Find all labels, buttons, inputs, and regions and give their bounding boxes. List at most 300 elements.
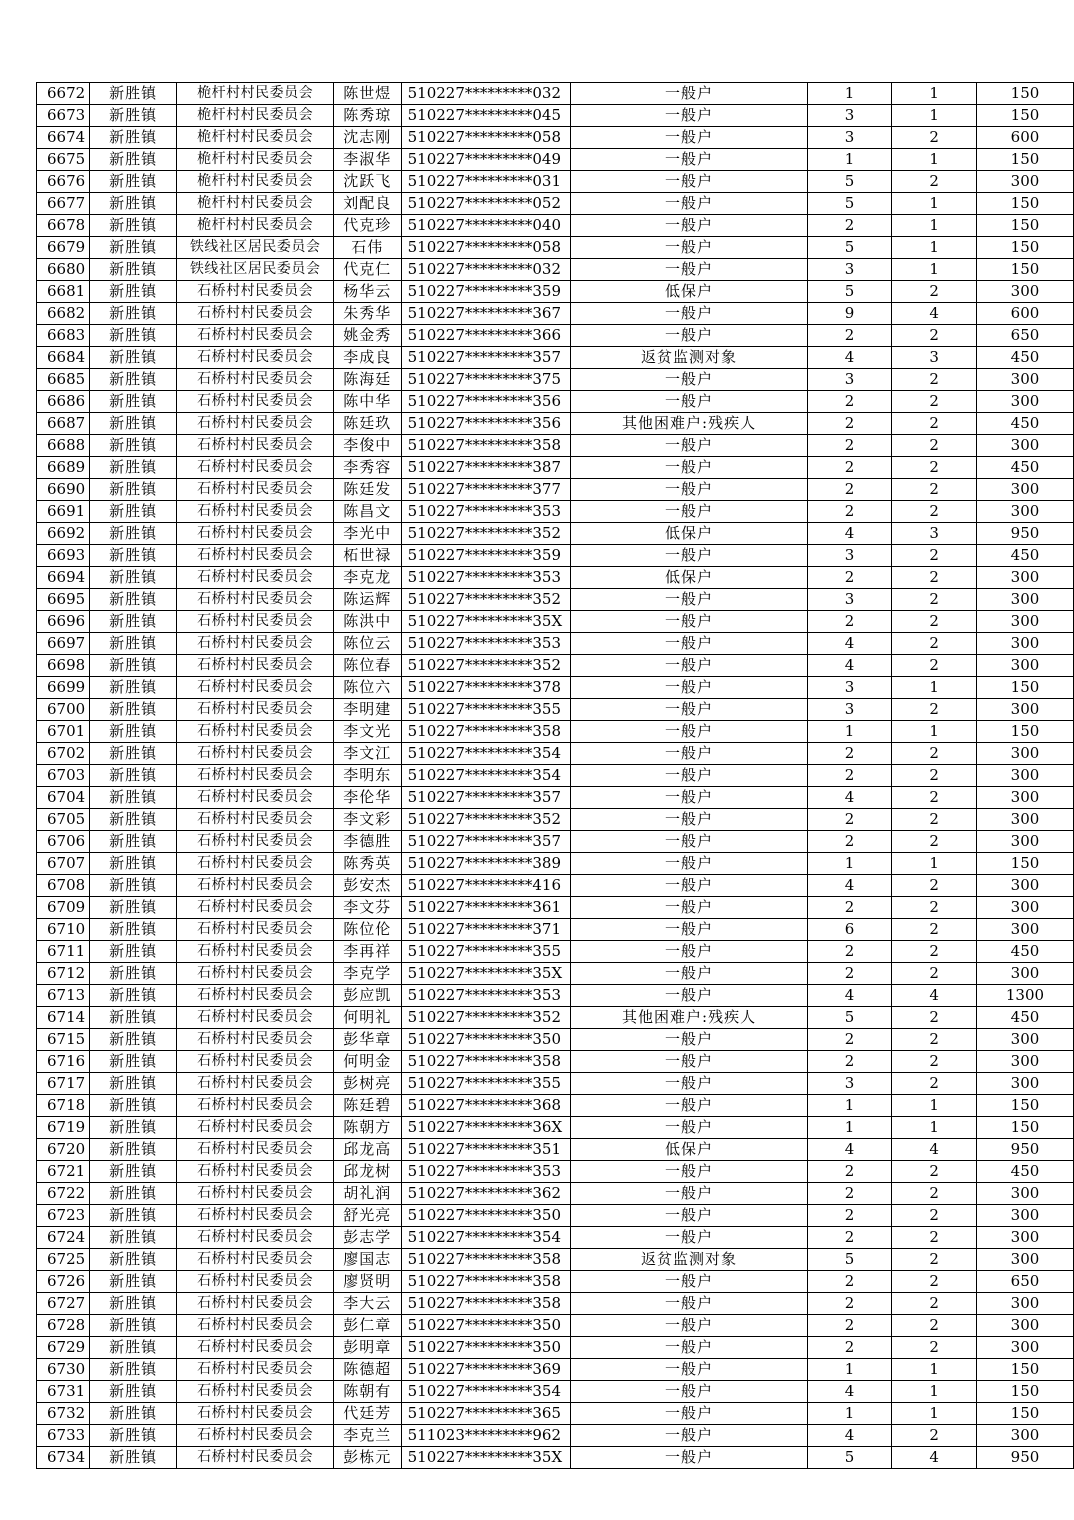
household-size-cell: 5 bbox=[807, 1249, 892, 1271]
household-type-cell: 低保户 bbox=[571, 281, 807, 303]
id-number-cell: 510227*********358 bbox=[401, 1249, 571, 1271]
amount-cell: 300 bbox=[976, 369, 1073, 391]
household-type-cell: 一般户 bbox=[571, 391, 807, 413]
insured-count-cell: 1 bbox=[892, 853, 977, 875]
village-cell: 石桥村村民委员会 bbox=[177, 809, 334, 831]
amount-cell: 300 bbox=[976, 1249, 1073, 1271]
name-cell: 彭树亮 bbox=[333, 1073, 401, 1095]
household-type-cell: 一般户 bbox=[571, 1227, 807, 1249]
household-size-cell: 3 bbox=[807, 259, 892, 281]
name-cell: 代廷芳 bbox=[333, 1403, 401, 1425]
name-cell: 李文江 bbox=[333, 743, 401, 765]
id-number-cell: 510227*********353 bbox=[401, 567, 571, 589]
name-cell: 李明建 bbox=[333, 699, 401, 721]
amount-cell: 300 bbox=[976, 501, 1073, 523]
name-cell: 李俊中 bbox=[333, 435, 401, 457]
village-cell: 石桥村村民委员会 bbox=[177, 1447, 334, 1469]
town-cell: 新胜镇 bbox=[89, 479, 176, 501]
name-cell: 李德胜 bbox=[333, 831, 401, 853]
insured-count-cell: 1 bbox=[892, 259, 977, 281]
household-type-cell: 一般户 bbox=[571, 941, 807, 963]
amount-cell: 300 bbox=[976, 1205, 1073, 1227]
household-type-cell: 一般户 bbox=[571, 1161, 807, 1183]
amount-cell: 150 bbox=[976, 1403, 1073, 1425]
household-type-cell: 一般户 bbox=[571, 831, 807, 853]
household-size-cell: 3 bbox=[807, 1073, 892, 1095]
town-cell: 新胜镇 bbox=[89, 677, 176, 699]
id-number-cell: 510227*********354 bbox=[401, 1227, 571, 1249]
village-cell: 石桥村村民委员会 bbox=[177, 303, 334, 325]
household-type-cell: 一般户 bbox=[571, 1183, 807, 1205]
village-cell: 石桥村村民委员会 bbox=[177, 897, 334, 919]
household-size-cell: 2 bbox=[807, 1293, 892, 1315]
name-cell: 陈秀琼 bbox=[333, 105, 401, 127]
name-cell: 彭栋元 bbox=[333, 1447, 401, 1469]
amount-cell: 450 bbox=[976, 545, 1073, 567]
row-number: 6678 bbox=[37, 215, 90, 237]
insured-count-cell: 1 bbox=[892, 105, 977, 127]
id-number-cell: 510227*********367 bbox=[401, 303, 571, 325]
table-row bbox=[37, 1381, 1074, 1403]
table-row bbox=[37, 1425, 1074, 1447]
household-type-cell: 其他困难户:残疾人 bbox=[571, 1007, 807, 1029]
amount-cell: 1300 bbox=[976, 985, 1073, 1007]
amount-cell: 300 bbox=[976, 699, 1073, 721]
amount-cell: 150 bbox=[976, 721, 1073, 743]
household-size-cell: 2 bbox=[807, 413, 892, 435]
insured-count-cell: 2 bbox=[892, 633, 977, 655]
id-number-cell: 510227*********358 bbox=[401, 721, 571, 743]
household-size-cell: 4 bbox=[807, 523, 892, 545]
village-cell: 石桥村村民委员会 bbox=[177, 633, 334, 655]
id-number-cell: 510227*********358 bbox=[401, 435, 571, 457]
table-row bbox=[37, 479, 1074, 501]
row-number: 6684 bbox=[37, 347, 90, 369]
name-cell: 李再祥 bbox=[333, 941, 401, 963]
name-cell: 杨华云 bbox=[333, 281, 401, 303]
town-cell: 新胜镇 bbox=[89, 853, 176, 875]
id-number-cell: 510227*********371 bbox=[401, 919, 571, 941]
household-type-cell: 一般户 bbox=[571, 853, 807, 875]
table-row bbox=[37, 831, 1074, 853]
village-cell: 石桥村村民委员会 bbox=[177, 391, 334, 413]
household-size-cell: 4 bbox=[807, 1381, 892, 1403]
insured-count-cell: 2 bbox=[892, 1051, 977, 1073]
name-cell: 陈洪中 bbox=[333, 611, 401, 633]
amount-cell: 450 bbox=[976, 413, 1073, 435]
town-cell: 新胜镇 bbox=[89, 369, 176, 391]
amount-cell: 300 bbox=[976, 1425, 1073, 1447]
table-row bbox=[37, 193, 1074, 215]
village-cell: 桅杆村村民委员会 bbox=[177, 149, 334, 171]
table-row bbox=[37, 567, 1074, 589]
table-row bbox=[37, 1183, 1074, 1205]
household-size-cell: 2 bbox=[807, 1337, 892, 1359]
insured-count-cell: 2 bbox=[892, 127, 977, 149]
name-cell: 陈廷玖 bbox=[333, 413, 401, 435]
id-number-cell: 510227*********356 bbox=[401, 413, 571, 435]
village-cell: 桅杆村村民委员会 bbox=[177, 171, 334, 193]
table-row bbox=[37, 743, 1074, 765]
amount-cell: 950 bbox=[976, 1139, 1073, 1161]
id-number-cell: 510227*********049 bbox=[401, 149, 571, 171]
household-size-cell: 2 bbox=[807, 501, 892, 523]
name-cell: 代克仁 bbox=[333, 259, 401, 281]
village-cell: 石桥村村民委员会 bbox=[177, 523, 334, 545]
village-cell: 石桥村村民委员会 bbox=[177, 325, 334, 347]
id-number-cell: 510227*********365 bbox=[401, 1403, 571, 1425]
table-row bbox=[37, 985, 1074, 1007]
village-cell: 石桥村村民委员会 bbox=[177, 545, 334, 567]
household-size-cell: 4 bbox=[807, 633, 892, 655]
amount-cell: 300 bbox=[976, 567, 1073, 589]
household-type-cell: 一般户 bbox=[571, 765, 807, 787]
household-size-cell: 5 bbox=[807, 171, 892, 193]
insured-count-cell: 1 bbox=[892, 1095, 977, 1117]
name-cell: 陈朝有 bbox=[333, 1381, 401, 1403]
insured-count-cell: 1 bbox=[892, 237, 977, 259]
table-row bbox=[37, 523, 1074, 545]
amount-cell: 450 bbox=[976, 457, 1073, 479]
town-cell: 新胜镇 bbox=[89, 435, 176, 457]
town-cell: 新胜镇 bbox=[89, 391, 176, 413]
insured-count-cell: 1 bbox=[892, 721, 977, 743]
household-size-cell: 1 bbox=[807, 853, 892, 875]
row-number: 6703 bbox=[37, 765, 90, 787]
row-number: 6732 bbox=[37, 1403, 90, 1425]
insured-count-cell: 2 bbox=[892, 501, 977, 523]
id-number-cell: 510227*********416 bbox=[401, 875, 571, 897]
table-row bbox=[37, 1293, 1074, 1315]
village-cell: 桅杆村村民委员会 bbox=[177, 215, 334, 237]
household-type-cell: 一般户 bbox=[571, 1051, 807, 1073]
town-cell: 新胜镇 bbox=[89, 633, 176, 655]
row-number: 6719 bbox=[37, 1117, 90, 1139]
table-row bbox=[37, 589, 1074, 611]
town-cell: 新胜镇 bbox=[89, 1359, 176, 1381]
amount-cell: 300 bbox=[976, 633, 1073, 655]
insured-count-cell: 2 bbox=[892, 1183, 977, 1205]
table-row bbox=[37, 149, 1074, 171]
town-cell: 新胜镇 bbox=[89, 1205, 176, 1227]
table-row bbox=[37, 721, 1074, 743]
household-size-cell: 2 bbox=[807, 435, 892, 457]
town-cell: 新胜镇 bbox=[89, 1139, 176, 1161]
town-cell: 新胜镇 bbox=[89, 1051, 176, 1073]
household-type-cell: 一般户 bbox=[571, 1315, 807, 1337]
insured-count-cell: 2 bbox=[892, 1227, 977, 1249]
name-cell: 李秀容 bbox=[333, 457, 401, 479]
household-size-cell: 5 bbox=[807, 1447, 892, 1469]
household-type-cell: 一般户 bbox=[571, 1271, 807, 1293]
row-number: 6715 bbox=[37, 1029, 90, 1051]
village-cell: 石桥村村民委员会 bbox=[177, 721, 334, 743]
row-number: 6708 bbox=[37, 875, 90, 897]
amount-cell: 450 bbox=[976, 1007, 1073, 1029]
insured-count-cell: 2 bbox=[892, 1315, 977, 1337]
name-cell: 陈中华 bbox=[333, 391, 401, 413]
id-number-cell: 510227*********369 bbox=[401, 1359, 571, 1381]
insured-count-cell: 2 bbox=[892, 567, 977, 589]
household-size-cell: 5 bbox=[807, 193, 892, 215]
name-cell: 陈廷发 bbox=[333, 479, 401, 501]
household-type-cell: 一般户 bbox=[571, 237, 807, 259]
row-number: 6713 bbox=[37, 985, 90, 1007]
household-type-cell: 低保户 bbox=[571, 567, 807, 589]
village-cell: 铁线社区居民委员会 bbox=[177, 259, 334, 281]
household-type-cell: 一般户 bbox=[571, 83, 807, 105]
amount-cell: 150 bbox=[976, 237, 1073, 259]
id-number-cell: 510227*********350 bbox=[401, 1315, 571, 1337]
table-row bbox=[37, 1073, 1074, 1095]
household-type-cell: 一般户 bbox=[571, 809, 807, 831]
insured-count-cell: 2 bbox=[892, 809, 977, 831]
town-cell: 新胜镇 bbox=[89, 567, 176, 589]
id-number-cell: 510227*********350 bbox=[401, 1029, 571, 1051]
insured-count-cell: 1 bbox=[892, 1403, 977, 1425]
amount-cell: 150 bbox=[976, 105, 1073, 127]
id-number-cell: 510227*********052 bbox=[401, 193, 571, 215]
village-cell: 石桥村村民委员会 bbox=[177, 1337, 334, 1359]
amount-cell: 300 bbox=[976, 963, 1073, 985]
name-cell: 彭志学 bbox=[333, 1227, 401, 1249]
town-cell: 新胜镇 bbox=[89, 1161, 176, 1183]
town-cell: 新胜镇 bbox=[89, 589, 176, 611]
household-type-cell: 一般户 bbox=[571, 325, 807, 347]
village-cell: 石桥村村民委员会 bbox=[177, 875, 334, 897]
household-size-cell: 1 bbox=[807, 1359, 892, 1381]
amount-cell: 300 bbox=[976, 809, 1073, 831]
town-cell: 新胜镇 bbox=[89, 611, 176, 633]
id-number-cell: 510227*********350 bbox=[401, 1337, 571, 1359]
id-number-cell: 510227*********355 bbox=[401, 941, 571, 963]
table-row bbox=[37, 83, 1074, 105]
town-cell: 新胜镇 bbox=[89, 699, 176, 721]
amount-cell: 300 bbox=[976, 1337, 1073, 1359]
row-number: 6698 bbox=[37, 655, 90, 677]
row-number: 6707 bbox=[37, 853, 90, 875]
row-number: 6688 bbox=[37, 435, 90, 457]
table-row bbox=[37, 1337, 1074, 1359]
id-number-cell: 510227*********352 bbox=[401, 1007, 571, 1029]
id-number-cell: 510227*********362 bbox=[401, 1183, 571, 1205]
insured-count-cell: 2 bbox=[892, 1073, 977, 1095]
town-cell: 新胜镇 bbox=[89, 1227, 176, 1249]
village-cell: 石桥村村民委员会 bbox=[177, 589, 334, 611]
row-number: 6710 bbox=[37, 919, 90, 941]
household-size-cell: 1 bbox=[807, 1117, 892, 1139]
row-number: 6721 bbox=[37, 1161, 90, 1183]
amount-cell: 150 bbox=[976, 149, 1073, 171]
row-number: 6702 bbox=[37, 743, 90, 765]
row-number: 6676 bbox=[37, 171, 90, 193]
table-row bbox=[37, 941, 1074, 963]
insured-count-cell: 4 bbox=[892, 303, 977, 325]
amount-cell: 300 bbox=[976, 1315, 1073, 1337]
town-cell: 新胜镇 bbox=[89, 281, 176, 303]
row-number: 6691 bbox=[37, 501, 90, 523]
insured-count-cell: 2 bbox=[892, 1007, 977, 1029]
town-cell: 新胜镇 bbox=[89, 1315, 176, 1337]
name-cell: 石伟 bbox=[333, 237, 401, 259]
household-size-cell: 1 bbox=[807, 1095, 892, 1117]
row-number: 6683 bbox=[37, 325, 90, 347]
name-cell: 舒光亮 bbox=[333, 1205, 401, 1227]
household-size-cell: 3 bbox=[807, 105, 892, 127]
insured-count-cell: 2 bbox=[892, 1029, 977, 1051]
name-cell: 彭明章 bbox=[333, 1337, 401, 1359]
amount-cell: 950 bbox=[976, 1447, 1073, 1469]
town-cell: 新胜镇 bbox=[89, 457, 176, 479]
insured-count-cell: 4 bbox=[892, 1139, 977, 1161]
household-size-cell: 2 bbox=[807, 1051, 892, 1073]
amount-cell: 950 bbox=[976, 523, 1073, 545]
table-row bbox=[37, 215, 1074, 237]
table-row bbox=[37, 105, 1074, 127]
household-type-cell: 一般户 bbox=[571, 963, 807, 985]
town-cell: 新胜镇 bbox=[89, 897, 176, 919]
id-number-cell: 510227*********353 bbox=[401, 1161, 571, 1183]
insured-count-cell: 2 bbox=[892, 1249, 977, 1271]
amount-cell: 150 bbox=[976, 677, 1073, 699]
household-type-cell: 一般户 bbox=[571, 787, 807, 809]
id-number-cell: 510227*********058 bbox=[401, 127, 571, 149]
amount-cell: 450 bbox=[976, 941, 1073, 963]
town-cell: 新胜镇 bbox=[89, 347, 176, 369]
town-cell: 新胜镇 bbox=[89, 919, 176, 941]
village-cell: 石桥村村民委员会 bbox=[177, 1293, 334, 1315]
amount-cell: 150 bbox=[976, 215, 1073, 237]
household-size-cell: 2 bbox=[807, 963, 892, 985]
table-row bbox=[37, 457, 1074, 479]
amount-cell: 300 bbox=[976, 1183, 1073, 1205]
town-cell: 新胜镇 bbox=[89, 1183, 176, 1205]
household-size-cell: 3 bbox=[807, 545, 892, 567]
amount-cell: 150 bbox=[976, 1117, 1073, 1139]
id-number-cell: 510227*********377 bbox=[401, 479, 571, 501]
insured-count-cell: 2 bbox=[892, 457, 977, 479]
insured-count-cell: 2 bbox=[892, 589, 977, 611]
insured-count-cell: 3 bbox=[892, 523, 977, 545]
village-cell: 桅杆村村民委员会 bbox=[177, 83, 334, 105]
table-row bbox=[37, 435, 1074, 457]
household-size-cell: 2 bbox=[807, 897, 892, 919]
town-cell: 新胜镇 bbox=[89, 1073, 176, 1095]
town-cell: 新胜镇 bbox=[89, 523, 176, 545]
table-row bbox=[37, 1161, 1074, 1183]
name-cell: 胡礼润 bbox=[333, 1183, 401, 1205]
village-cell: 桅杆村村民委员会 bbox=[177, 193, 334, 215]
row-number: 6734 bbox=[37, 1447, 90, 1469]
table-row bbox=[37, 413, 1074, 435]
amount-cell: 300 bbox=[976, 765, 1073, 787]
id-number-cell: 510227*********361 bbox=[401, 897, 571, 919]
id-number-cell: 510227*********351 bbox=[401, 1139, 571, 1161]
insured-count-cell: 2 bbox=[892, 875, 977, 897]
household-type-cell: 一般户 bbox=[571, 743, 807, 765]
household-size-cell: 4 bbox=[807, 1425, 892, 1447]
id-number-cell: 510227*********353 bbox=[401, 633, 571, 655]
household-type-cell: 一般户 bbox=[571, 303, 807, 325]
table-row bbox=[37, 765, 1074, 787]
insured-count-cell: 2 bbox=[892, 1161, 977, 1183]
household-size-cell: 5 bbox=[807, 1007, 892, 1029]
table-row bbox=[37, 1249, 1074, 1271]
table-row bbox=[37, 919, 1074, 941]
row-number: 6706 bbox=[37, 831, 90, 853]
table-row bbox=[37, 171, 1074, 193]
id-number-cell: 510227*********389 bbox=[401, 853, 571, 875]
amount-cell: 300 bbox=[976, 391, 1073, 413]
household-size-cell: 2 bbox=[807, 1205, 892, 1227]
amount-cell: 150 bbox=[976, 853, 1073, 875]
household-type-cell: 一般户 bbox=[571, 369, 807, 391]
insured-count-cell: 4 bbox=[892, 985, 977, 1007]
household-type-cell: 一般户 bbox=[571, 633, 807, 655]
village-cell: 石桥村村民委员会 bbox=[177, 941, 334, 963]
household-size-cell: 2 bbox=[807, 1161, 892, 1183]
row-number: 6677 bbox=[37, 193, 90, 215]
village-cell: 石桥村村民委员会 bbox=[177, 369, 334, 391]
name-cell: 姚金秀 bbox=[333, 325, 401, 347]
id-number-cell: 510227*********045 bbox=[401, 105, 571, 127]
town-cell: 新胜镇 bbox=[89, 237, 176, 259]
id-number-cell: 510227*********375 bbox=[401, 369, 571, 391]
id-number-cell: 510227*********359 bbox=[401, 281, 571, 303]
amount-cell: 300 bbox=[976, 787, 1073, 809]
insured-count-cell: 2 bbox=[892, 919, 977, 941]
insured-count-cell: 1 bbox=[892, 149, 977, 171]
amount-cell: 300 bbox=[976, 1073, 1073, 1095]
household-type-cell: 一般户 bbox=[571, 1359, 807, 1381]
amount-cell: 300 bbox=[976, 655, 1073, 677]
table-row bbox=[37, 1029, 1074, 1051]
household-type-cell: 一般户 bbox=[571, 985, 807, 1007]
name-cell: 刘配良 bbox=[333, 193, 401, 215]
name-cell: 李伦华 bbox=[333, 787, 401, 809]
table-row bbox=[37, 699, 1074, 721]
amount-cell: 300 bbox=[976, 1293, 1073, 1315]
household-type-cell: 一般户 bbox=[571, 259, 807, 281]
household-type-cell: 一般户 bbox=[571, 1095, 807, 1117]
id-number-cell: 510227*********350 bbox=[401, 1205, 571, 1227]
row-number: 6672 bbox=[37, 83, 90, 105]
id-number-cell: 510227*********357 bbox=[401, 347, 571, 369]
id-number-cell: 510227*********353 bbox=[401, 501, 571, 523]
table-row bbox=[37, 853, 1074, 875]
household-type-cell: 其他困难户:残疾人 bbox=[571, 413, 807, 435]
household-type-cell: 一般户 bbox=[571, 1029, 807, 1051]
household-size-cell: 4 bbox=[807, 787, 892, 809]
household-size-cell: 9 bbox=[807, 303, 892, 325]
row-number: 6679 bbox=[37, 237, 90, 259]
name-cell: 陈秀英 bbox=[333, 853, 401, 875]
table-row bbox=[37, 545, 1074, 567]
row-number: 6727 bbox=[37, 1293, 90, 1315]
household-type-cell: 一般户 bbox=[571, 677, 807, 699]
insured-count-cell: 2 bbox=[892, 963, 977, 985]
amount-cell: 150 bbox=[976, 1359, 1073, 1381]
household-type-cell: 一般户 bbox=[571, 699, 807, 721]
id-number-cell: 510227*********35X bbox=[401, 1447, 571, 1469]
name-cell: 柘世禄 bbox=[333, 545, 401, 567]
row-number: 6693 bbox=[37, 545, 90, 567]
household-size-cell: 1 bbox=[807, 83, 892, 105]
insured-count-cell: 1 bbox=[892, 1359, 977, 1381]
id-number-cell: 510227*********354 bbox=[401, 743, 571, 765]
amount-cell: 300 bbox=[976, 897, 1073, 919]
insured-count-cell: 3 bbox=[892, 347, 977, 369]
